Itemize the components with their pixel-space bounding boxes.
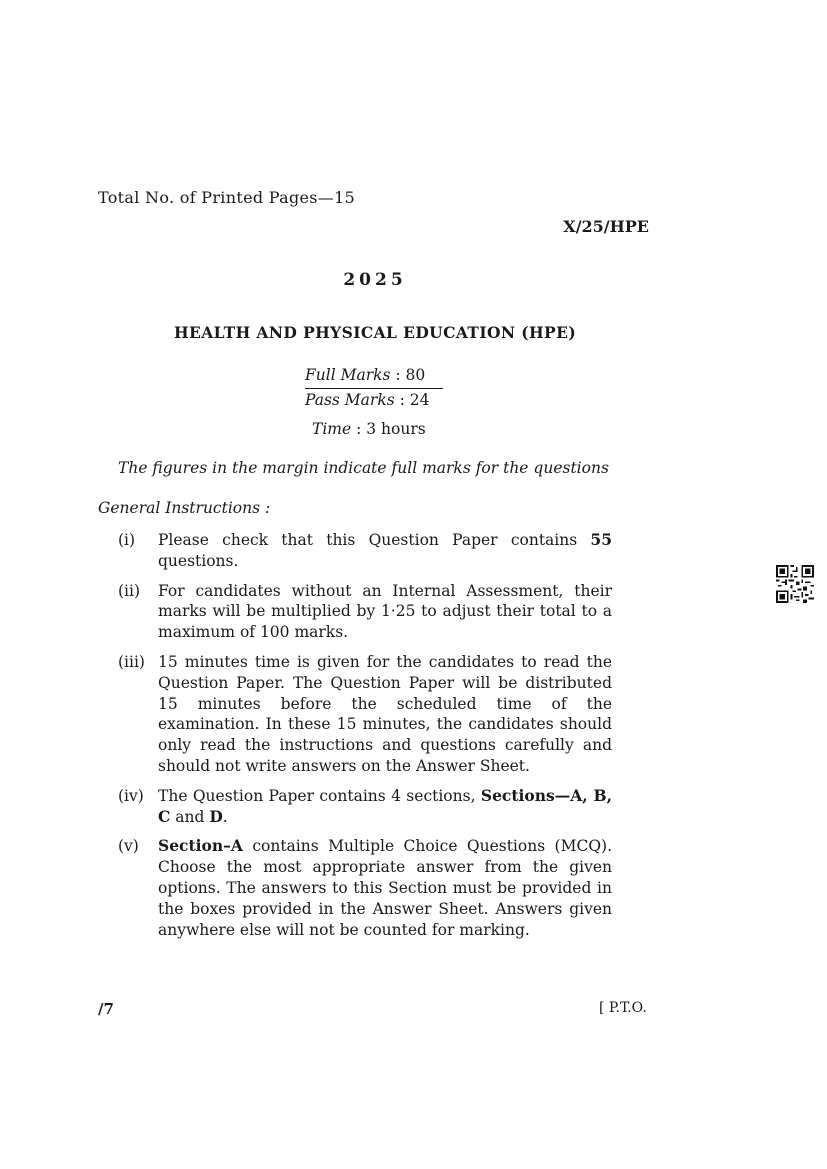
pass-marks-value: : 24: [399, 391, 430, 409]
full-marks-value: : 80: [395, 366, 426, 384]
instruction-item: [118, 581, 612, 643]
page-code: /7: [98, 1000, 114, 1018]
marks-block: [305, 364, 443, 413]
pass-marks-row: [305, 389, 443, 413]
instructions-list: [118, 530, 612, 949]
instruction-item: [118, 652, 612, 777]
pass-marks-label: Pass Marks: [305, 391, 395, 409]
instruction-text: Please check that this Question Paper contains 55 questions.: [158, 530, 612, 570]
margin-note: The figures in the margin indicate full marks for the questions: [118, 459, 609, 477]
exam-year: 2025: [343, 270, 407, 290]
time-value: : 3 hours: [356, 420, 426, 438]
total-printed-pages: Total No. of Printed Pages—15: [98, 188, 356, 207]
instruction-item: [118, 786, 612, 828]
full-marks-label: Full Marks: [305, 366, 391, 384]
full-marks-row: [305, 364, 443, 389]
instruction-text: The Question Paper contains 4 sections, Sections—A, B, C and D.: [158, 785, 612, 826]
instruction-number: (iv): [118, 786, 144, 805]
instruction-text: For candidates without an Internal Assessment, their marks will be multiplied by 1·25 to adjust their total to a maximum of 100 marks.: [158, 581, 612, 642]
pto-label: [ P.T.O.: [599, 1000, 647, 1016]
time-label: Time: [312, 420, 352, 438]
instructions-title: General Instructions :: [98, 499, 271, 517]
qr-code-icon: [776, 565, 814, 603]
time-row: [312, 420, 426, 438]
instruction-text: Section–A contains Multiple Choice Questions (MCQ). Choose the most appropriate answer from the given options. The answers to this Section must be provided in the boxes provided in the Answer Sheet. Answers given anywhere else will not be counted for marking.: [158, 836, 612, 939]
subject-title: HEALTH AND PHYSICAL EDUCATION (HPE): [173, 323, 577, 342]
instruction-number: (ii): [118, 581, 141, 600]
instruction-number: (i): [118, 531, 136, 549]
instruction-text: 15 minutes time is given for the candidates to read the Question Paper. The Question Paper will be distributed 15 minutes before the scheduled time of the examination. In these 15 minutes, the candidates should only read the instructions and questions carefully and should not write answers on the Answer Sheet.: [158, 652, 612, 775]
instruction-item: [118, 836, 612, 940]
instruction-number: (v): [118, 837, 139, 856]
instruction-item: [118, 530, 612, 572]
instruction-number: (iii): [118, 652, 145, 671]
paper-code: X/25/HPE: [563, 217, 649, 236]
